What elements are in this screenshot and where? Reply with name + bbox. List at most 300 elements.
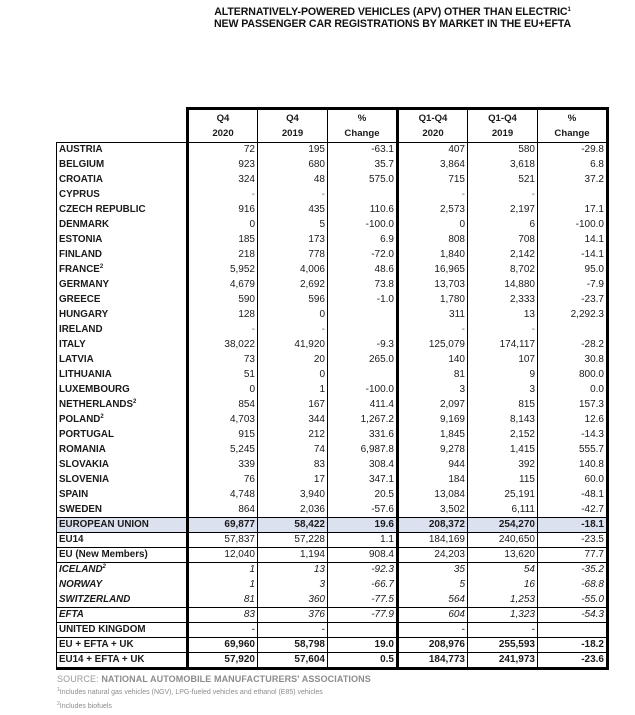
value-cell: 1,415 [468,443,538,458]
pct-change-cell: -35.2 [538,563,608,578]
table-row [57,608,608,623]
pct-change-cell [328,623,398,638]
market-label: FINLAND [57,248,188,263]
header-row-2 [57,127,608,143]
value-cell: 0 [258,368,328,383]
value-cell: 1 [188,578,258,593]
value-cell: 3,502 [398,503,468,518]
value-cell: 125,079 [398,338,468,353]
value-cell: 923 [188,158,258,173]
market-label: BELGIUM [57,158,188,173]
table-row [57,398,608,413]
market-label: EFTA [57,608,188,623]
market-label: LUXEMBOURG [57,383,188,398]
pct-change-cell: 48.6 [328,263,398,278]
value-cell: 41,920 [258,338,328,353]
value-cell: 344 [258,413,328,428]
pct-change-cell: 35.7 [328,158,398,173]
value-cell: 76 [188,473,258,488]
title-line-1: ALTERNATIVELY-POWERED VEHICLES (APV) OTHER THAN ELECTRIC$^1$ [214,6,571,18]
value-cell: 854 [188,398,258,413]
footnote-marker: 2 [102,564,106,571]
table-row [57,218,608,233]
value-cell: 9 [468,368,538,383]
value-cell: 4,679 [188,278,258,293]
value-cell: 58,798 [258,638,328,653]
table-row [57,293,608,308]
value-cell: - [398,623,468,638]
col-header: 2020 [398,127,468,143]
pct-change-cell: -23.6 [538,653,608,669]
value-cell: 208,976 [398,638,468,653]
table-row [57,578,608,593]
value-cell: 195 [258,143,328,158]
table-row [57,323,608,338]
market-label: UNITED KINGDOM [57,623,188,638]
market-label: SWITZERLAND [57,593,188,608]
value-cell: 218 [188,248,258,263]
footnote-marker: 1 [567,7,571,13]
col-header: % [538,109,608,127]
value-cell: 140 [398,353,468,368]
table-row [57,518,608,533]
value-cell: 590 [188,293,258,308]
table-row [57,638,608,653]
value-cell: 5 [258,218,328,233]
table-body [57,143,608,669]
market-label: SLOVENIA [57,473,188,488]
value-cell: 596 [258,293,328,308]
market-label: ESTONIA [57,233,188,248]
value-cell: 1,845 [398,428,468,443]
value-cell: 184,773 [398,653,468,669]
pct-change-cell: 575.0 [328,173,398,188]
market-label: LITHUANIA [57,368,188,383]
value-cell: 3 [258,578,328,593]
pct-change-cell: -63.1 [328,143,398,158]
pct-change-cell: -48.1 [538,488,608,503]
value-cell: 16,965 [398,263,468,278]
table-row [57,623,608,638]
value-cell: 2,333 [468,293,538,308]
value-cell: - [258,623,328,638]
table-row [57,233,608,248]
pct-change-cell: 0.0 [538,383,608,398]
value-cell: 81 [188,593,258,608]
market-label: CROATIA [57,173,188,188]
pct-change-cell: -14.1 [538,248,608,263]
value-cell: 0 [398,218,468,233]
pct-change-cell [538,623,608,638]
value-cell: 324 [188,173,258,188]
table-row [57,503,608,518]
pct-change-cell [328,308,398,323]
table-row [57,488,608,503]
value-cell: 3 [398,383,468,398]
pct-change-cell: 17.1 [538,203,608,218]
market-label: GREECE [57,293,188,308]
value-cell: 57,604 [258,653,328,669]
value-cell: 521 [468,173,538,188]
pct-change-cell: -7.9 [538,278,608,293]
value-cell: 2,142 [468,248,538,263]
pct-change-cell: 157.3 [538,398,608,413]
value-cell: 604 [398,608,468,623]
value-cell: 57,837 [188,533,258,548]
pct-change-cell: -77.9 [328,608,398,623]
pct-change-cell: 265.0 [328,353,398,368]
pct-change-cell: 60.0 [538,473,608,488]
pct-change-cell: -100.0 [328,383,398,398]
title-line-2: NEW PASSENGER CAR REGISTRATIONS BY MARKET IN THE EU+EFTA [213,18,572,30]
value-cell: 808 [398,233,468,248]
pct-change-cell: -9.3 [328,338,398,353]
value-cell: 1,840 [398,248,468,263]
footnote-2: $^2$Includes biofuels [57,701,112,710]
header-blank [57,127,188,143]
pct-change-cell: -29.8 [538,143,608,158]
registrations-table [56,107,609,670]
pct-change-cell: -42.7 [538,503,608,518]
pct-change-cell: -18.1 [538,518,608,533]
market-label: EUROPEAN UNION [57,518,188,533]
value-cell: 174,117 [468,338,538,353]
market-label: EU14 + EFTA + UK [57,653,188,669]
pct-change-cell: 800.0 [538,368,608,383]
value-cell: 17 [258,473,328,488]
table-row [57,143,608,158]
pct-change-cell: 6.8 [538,158,608,173]
col-header: Change [538,127,608,143]
value-cell: - [398,323,468,338]
value-cell: 944 [398,458,468,473]
value-cell: - [258,188,328,203]
value-cell: - [468,188,538,203]
value-cell: 360 [258,593,328,608]
value-cell: - [468,323,538,338]
value-cell: 13 [258,563,328,578]
market-label: GERMANY [57,278,188,293]
footer [57,670,635,714]
pct-change-cell: 331.6 [328,428,398,443]
market-label: ICELAND$^2$ [57,563,188,578]
value-cell: 580 [468,143,538,158]
table-row [57,593,608,608]
value-cell: 51 [188,368,258,383]
value-cell: 25,191 [468,488,538,503]
market-label: IRELAND [57,323,188,338]
footnote-marker: 2 [133,399,137,405]
value-cell: 8,702 [468,263,538,278]
pct-change-cell: 110.6 [328,203,398,218]
col-header: Q4 [258,109,328,127]
value-cell: 6,111 [468,503,538,518]
pct-change-cell [328,323,398,338]
value-cell: 435 [258,203,328,218]
table-row [57,353,608,368]
market-label: AUSTRIA [57,143,188,158]
value-cell: - [398,188,468,203]
table-row [57,248,608,263]
value-cell: 173 [258,233,328,248]
value-cell: 2,197 [468,203,538,218]
table-row [57,533,608,548]
table-row [57,173,608,188]
value-cell: 564 [398,593,468,608]
value-cell: 2,573 [398,203,468,218]
market-label: EU14 [57,533,188,548]
value-cell: 9,278 [398,443,468,458]
col-header: % [328,109,398,127]
value-cell: 54 [468,563,538,578]
value-cell: 9,169 [398,413,468,428]
header-row-1 [57,109,608,127]
value-cell: 167 [258,398,328,413]
value-cell: 3,940 [258,488,328,503]
value-cell: 715 [398,173,468,188]
table-row [57,263,608,278]
value-cell: 1,194 [258,548,328,563]
value-cell: 708 [468,233,538,248]
value-cell: 16 [468,578,538,593]
table-row [57,383,608,398]
value-cell: 83 [188,608,258,623]
value-cell: - [258,323,328,338]
value-cell: 107 [468,353,538,368]
col-header: Q1-Q4 [468,109,538,127]
pct-change-cell: -68.8 [538,578,608,593]
value-cell: 1,253 [468,593,538,608]
value-cell: 57,920 [188,653,258,669]
pct-change-cell [538,188,608,203]
value-cell: 69,877 [188,518,258,533]
value-cell: 4,703 [188,413,258,428]
market-label: NETHERLANDS$^2$ [57,398,188,413]
market-label: POLAND$^2$ [57,413,188,428]
value-cell: - [188,623,258,638]
value-cell: 35 [398,563,468,578]
market-label: NORWAY [57,578,188,593]
table-row [57,308,608,323]
table-row [57,563,608,578]
value-cell: 2,152 [468,428,538,443]
pct-change-cell: -100.0 [328,218,398,233]
footnote-marker: 2 [100,414,104,420]
value-cell: 680 [258,158,328,173]
value-cell: 4,748 [188,488,258,503]
value-cell: 184,169 [398,533,468,548]
value-cell: 392 [468,458,538,473]
pct-change-cell: -57.6 [328,503,398,518]
value-cell: 81 [398,368,468,383]
pct-change-cell: 0.5 [328,653,398,669]
value-cell: 1,323 [468,608,538,623]
value-cell: 115 [468,473,538,488]
value-cell: 208,372 [398,518,468,533]
pct-change-cell: 555.7 [538,443,608,458]
pct-change-cell: -66.7 [328,578,398,593]
pct-change-cell [328,368,398,383]
table-row [57,338,608,353]
market-label: ROMANIA [57,443,188,458]
col-header: 2019 [468,127,538,143]
pct-change-cell: 140.8 [538,458,608,473]
pct-change-cell: 908.4 [328,548,398,563]
pct-change-cell [328,188,398,203]
value-cell: 72 [188,143,258,158]
value-cell: 20 [258,353,328,368]
pct-change-cell: 95.0 [538,263,608,278]
pct-change-cell: 2,292.3 [538,308,608,323]
col-header: Change [328,127,398,143]
market-label: FRANCE$^2$ [57,263,188,278]
value-cell: 0 [258,308,328,323]
value-cell: 0 [188,383,258,398]
value-cell: 1 [188,563,258,578]
market-label: CZECH REPUBLIC [57,203,188,218]
value-cell: 13,703 [398,278,468,293]
market-label: SWEDEN [57,503,188,518]
value-cell: 5,245 [188,443,258,458]
market-label: CYPRUS [57,188,188,203]
market-label: HUNGARY [57,308,188,323]
pct-change-cell: 411.4 [328,398,398,413]
value-cell: 1,780 [398,293,468,308]
pct-change-cell: -23.7 [538,293,608,308]
value-cell: 254,270 [468,518,538,533]
value-cell: 69,960 [188,638,258,653]
pct-change-cell: 19.6 [328,518,398,533]
pct-change-cell: 30.8 [538,353,608,368]
value-cell: 1 [258,383,328,398]
table-row [57,473,608,488]
pct-change-cell: -55.0 [538,593,608,608]
table-row [57,443,608,458]
value-cell: 48 [258,173,328,188]
value-cell: 2,097 [398,398,468,413]
col-header: Q4 [188,109,258,127]
value-cell: 73 [188,353,258,368]
value-cell: - [188,323,258,338]
value-cell: 5 [398,578,468,593]
table-row [57,653,608,669]
table-row [57,203,608,218]
value-cell: 2,036 [258,503,328,518]
value-cell: 185 [188,233,258,248]
table-row [57,458,608,473]
col-header: Q1-Q4 [398,109,468,127]
pct-change-cell: -28.2 [538,338,608,353]
pct-change-cell: -92.3 [328,563,398,578]
table-row [57,278,608,293]
value-cell: 128 [188,308,258,323]
pct-change-cell: -23.5 [538,533,608,548]
table-row [57,368,608,383]
value-cell: 376 [258,608,328,623]
market-label: LATVIA [57,353,188,368]
source-note: SOURCE: NATIONAL AUTOMOBILE MANUFACTURERS' ASSOCIATIONS [57,674,371,684]
pct-change-cell: 6.9 [328,233,398,248]
pct-change-cell: 1,267.2 [328,413,398,428]
value-cell: 212 [258,428,328,443]
value-cell: 778 [258,248,328,263]
market-label: SLOVAKIA [57,458,188,473]
col-header: 2019 [258,127,328,143]
pct-change-cell: -54.3 [538,608,608,623]
pct-change-cell: -100.0 [538,218,608,233]
pct-change-cell: -14.3 [538,428,608,443]
pct-change-cell: 37.2 [538,173,608,188]
value-cell: 864 [188,503,258,518]
value-cell: 240,650 [468,533,538,548]
value-cell: 3,618 [468,158,538,173]
value-cell: 13,620 [468,548,538,563]
value-cell: 83 [258,458,328,473]
value-cell: 0 [188,218,258,233]
pct-change-cell: 6,987.8 [328,443,398,458]
pct-change-cell: 347.1 [328,473,398,488]
value-cell: 13 [468,308,538,323]
table-row [57,413,608,428]
value-cell: 8,143 [468,413,538,428]
value-cell: 74 [258,443,328,458]
pct-change-cell: 19.0 [328,638,398,653]
value-cell: 38,022 [188,338,258,353]
value-cell: 58,422 [258,518,328,533]
pct-change-cell: -1.0 [328,293,398,308]
value-cell: 6 [468,218,538,233]
market-label: EU (New Members) [57,548,188,563]
market-label: ITALY [57,338,188,353]
value-cell: - [468,623,538,638]
value-cell: 255,593 [468,638,538,653]
pct-change-cell: -72.0 [328,248,398,263]
value-cell: 311 [398,308,468,323]
pct-change-cell: -18.2 [538,638,608,653]
value-cell: 184 [398,473,468,488]
value-cell: 407 [398,143,468,158]
market-label: PORTUGAL [57,428,188,443]
market-label: SPAIN [57,488,188,503]
pct-change-cell [538,323,608,338]
header-blank [57,109,188,127]
value-cell: 12,040 [188,548,258,563]
value-cell: 916 [188,203,258,218]
pct-change-cell: 12.6 [538,413,608,428]
pct-change-cell: 308.4 [328,458,398,473]
value-cell: 5,952 [188,263,258,278]
market-label: DENMARK [57,218,188,233]
pct-change-cell: 1.1 [328,533,398,548]
value-cell: 915 [188,428,258,443]
value-cell: 241,973 [468,653,538,669]
value-cell: 3,864 [398,158,468,173]
col-header: 2020 [188,127,258,143]
value-cell: 339 [188,458,258,473]
footnote-marker: 2 [99,264,104,270]
table-row [57,428,608,443]
pct-change-cell: -77.5 [328,593,398,608]
table-container [56,107,635,670]
footnote-1: $^1$Includes natural gas vehicles (NGV), LPG-fueled vehicles and ethanol (E85) vehicles [57,687,323,696]
table-row [57,548,608,563]
report-title [150,6,635,30]
value-cell: 24,203 [398,548,468,563]
pct-change-cell: 73.8 [328,278,398,293]
value-cell: 4,006 [258,263,328,278]
value-cell: 815 [468,398,538,413]
pct-change-cell: 14.1 [538,233,608,248]
